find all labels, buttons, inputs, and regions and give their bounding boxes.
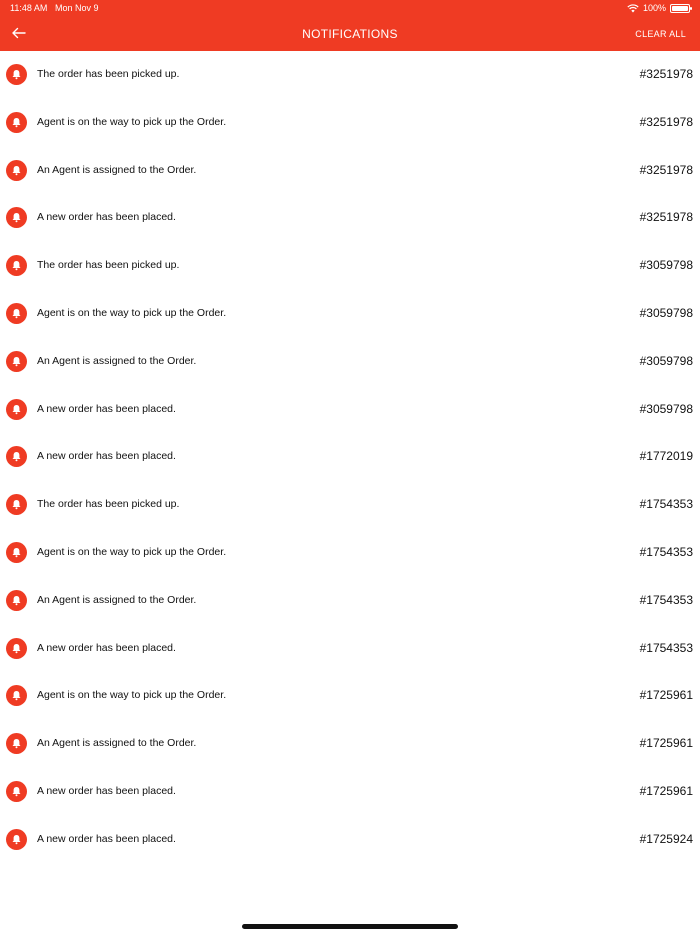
bell-icon [6, 590, 27, 611]
clear-all-button[interactable]: CLEAR ALL [635, 29, 686, 39]
order-number: #1772019 [639, 449, 693, 464]
bell-icon [6, 829, 27, 850]
order-number: #3059798 [639, 353, 693, 368]
notification-message: Agent is on the way to pick up the Order. [37, 115, 227, 128]
app-header [0, 0, 700, 51]
notification-item[interactable] [0, 481, 700, 529]
notification-item[interactable] [0, 720, 700, 768]
status-right [627, 3, 690, 13]
bell-icon [6, 733, 27, 754]
notification-message: Agent is on the way to pick up the Order. [37, 689, 227, 702]
bell-icon [6, 638, 27, 659]
notification-message: A new order has been placed. [37, 211, 176, 224]
order-number: #1725961 [639, 783, 693, 798]
order-number: #1725961 [639, 688, 693, 703]
notification-item[interactable] [0, 816, 700, 864]
bell-icon [6, 399, 27, 420]
order-number: #3251978 [639, 210, 693, 225]
bell-icon [6, 781, 27, 802]
bell-icon [6, 64, 27, 85]
order-number: #1725961 [639, 736, 693, 751]
notification-message: The order has been picked up. [37, 259, 180, 272]
order-number: #1754353 [639, 640, 693, 655]
bell-icon [6, 494, 27, 515]
notification-message: A new order has been placed. [37, 784, 176, 797]
order-number: #1754353 [639, 497, 693, 512]
notification-item[interactable] [0, 194, 700, 242]
notification-item[interactable] [0, 338, 700, 386]
order-number: #3059798 [639, 401, 693, 416]
notification-message: A new order has been placed. [37, 402, 176, 415]
order-number: #3251978 [639, 114, 693, 129]
battery-icon [670, 4, 690, 13]
order-number: #3251978 [639, 67, 693, 81]
status-date: Mon Nov 9 [55, 3, 99, 13]
order-number: #3059798 [639, 258, 693, 273]
bell-icon [6, 112, 27, 133]
notification-message: An Agent is assigned to the Order. [37, 354, 197, 367]
notification-item[interactable] [0, 51, 700, 99]
order-number: #3059798 [639, 305, 693, 320]
notification-item[interactable] [0, 99, 700, 147]
notification-item[interactable] [0, 625, 700, 673]
bell-icon [6, 351, 27, 372]
home-indicator [242, 924, 458, 929]
order-number: #1725924 [639, 831, 693, 846]
notification-message: A new order has been placed. [37, 641, 176, 654]
notification-item[interactable] [0, 147, 700, 195]
status-bar [0, 0, 700, 16]
bell-icon [6, 446, 27, 467]
notification-message: An Agent is assigned to the Order. [37, 163, 197, 176]
bell-icon [6, 255, 27, 276]
order-number: #1754353 [639, 592, 693, 607]
notification-item[interactable] [0, 386, 700, 434]
wifi-icon [627, 4, 639, 13]
notification-item[interactable] [0, 433, 700, 481]
notification-message: An Agent is assigned to the Order. [37, 737, 197, 750]
status-time: 11:48 AM [10, 3, 48, 13]
notification-list [0, 51, 700, 864]
notification-message: A new order has been placed. [37, 832, 176, 845]
notification-item[interactable] [0, 672, 700, 720]
notification-message: An Agent is assigned to the Order. [37, 593, 197, 606]
notification-item[interactable] [0, 290, 700, 338]
notification-item[interactable] [0, 529, 700, 577]
notification-message: The order has been picked up. [37, 498, 180, 511]
bell-icon [6, 685, 27, 706]
notification-item[interactable] [0, 577, 700, 625]
notification-message: The order has been picked up. [37, 68, 180, 80]
bell-icon [6, 160, 27, 181]
order-number: #1754353 [639, 544, 693, 559]
order-number: #3251978 [639, 162, 693, 177]
bell-icon [6, 303, 27, 324]
notification-message: Agent is on the way to pick up the Order. [37, 306, 227, 319]
notification-item[interactable] [0, 768, 700, 816]
battery-percent: 100% [642, 3, 666, 13]
notification-item[interactable] [0, 242, 700, 290]
bell-icon [6, 542, 27, 563]
nav-bar [0, 16, 700, 51]
page-title: NOTIFICATIONS [302, 27, 398, 41]
bell-icon [6, 207, 27, 228]
notification-message: Agent is on the way to pick up the Order. [37, 545, 227, 558]
notification-message: A new order has been placed. [37, 450, 176, 463]
